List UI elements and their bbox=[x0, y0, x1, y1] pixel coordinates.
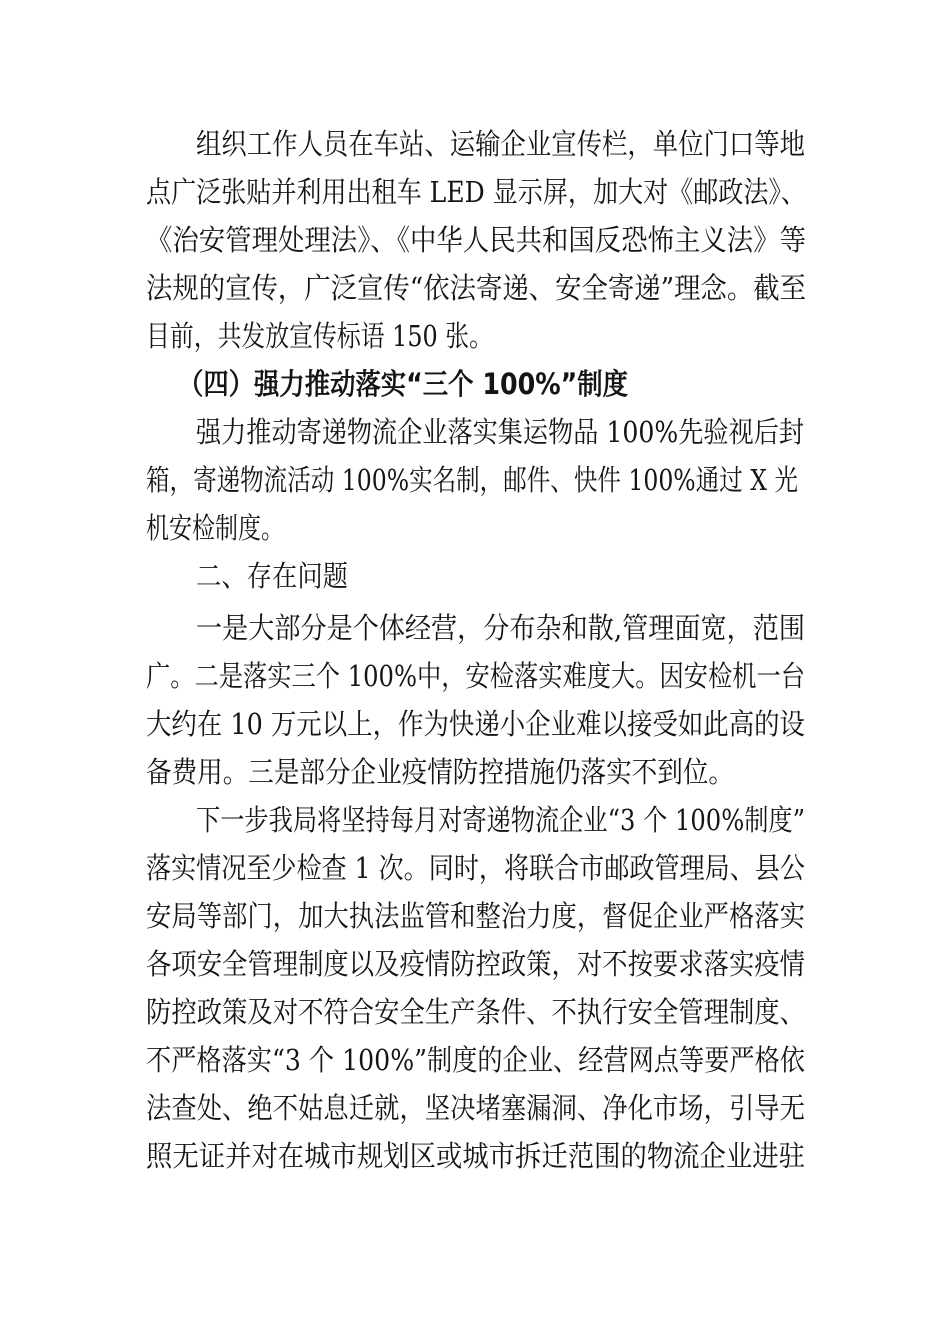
paragraph-text: 目前，共发放宣传标语 150 张。 bbox=[146, 319, 493, 353]
section-heading-line bbox=[0, 552, 950, 600]
paragraph-line bbox=[0, 652, 950, 700]
paragraph-text: 广。二是落实三个 100%中，安检落实难度大。因安检机一台 bbox=[146, 659, 805, 693]
paragraph-text: 备费用。三是部分企业疫情防控措施仍落实不到位。 bbox=[146, 755, 734, 789]
paragraph-text: 《治安管理处理法》、《中华人民共和国反恐怖主义法》等 bbox=[146, 223, 806, 257]
paragraph-text: 机安检制度。 bbox=[146, 511, 284, 545]
paragraph-line bbox=[0, 216, 950, 264]
paragraph-line bbox=[0, 168, 950, 216]
subsection-heading: （四）强力推动落实“三个 100%”制度 bbox=[178, 367, 628, 401]
paragraph-line bbox=[0, 892, 950, 940]
paragraph-text: 落实情况至少检查 1 次。同时，将联合市邮政管理局、县公 bbox=[146, 851, 805, 885]
paragraph-line bbox=[0, 844, 950, 892]
paragraph-text: 法规的宣传，广泛宣传“依法寄递、安全寄递”理念。截至 bbox=[146, 271, 806, 305]
paragraph-line bbox=[0, 408, 950, 456]
paragraph-line bbox=[0, 456, 950, 504]
paragraph-text: 下一步我局将坚持每月对寄递物流企业“3 个 100%制度” bbox=[196, 803, 805, 837]
paragraph-text: 一是大部分是个体经营，分布杂和散,管理面宽，范围 bbox=[196, 611, 805, 645]
paragraph-line bbox=[0, 700, 950, 748]
subsection-heading-line bbox=[0, 360, 950, 408]
paragraph-text: 点广泛张贴并利用出租车 LED 显示屏，加大对《邮政法》、 bbox=[146, 175, 806, 209]
paragraph-line bbox=[0, 1132, 950, 1180]
paragraph-text: 组织工作人员在车站、运输企业宣传栏，单位门口等地 bbox=[196, 127, 805, 161]
paragraph-line bbox=[0, 748, 950, 796]
paragraph-text: 照无证并对在城市规划区或城市拆迁范围的物流企业进驻 bbox=[146, 1139, 805, 1173]
paragraph-line bbox=[0, 120, 950, 168]
paragraph-text: 安局等部门，加大执法监管和整治力度，督促企业严格落实 bbox=[146, 899, 805, 933]
paragraph-line bbox=[0, 1084, 950, 1132]
paragraph-line bbox=[0, 604, 950, 652]
paragraph-text: 箱，寄递物流活动 100%实名制，邮件、快件 100%通过 X 光 bbox=[146, 463, 798, 497]
paragraph-text: 强力推动寄递物流企业落实集运物品 100%先验视后封 bbox=[196, 415, 804, 449]
paragraph-text: 各项安全管理制度以及疫情防控政策，对不按要求落实疫情 bbox=[146, 947, 805, 981]
section-heading: 二、存在问题 bbox=[196, 559, 348, 593]
paragraph-line bbox=[0, 940, 950, 988]
paragraph-line bbox=[0, 796, 950, 844]
paragraph-line bbox=[0, 504, 950, 552]
paragraph-line bbox=[0, 988, 950, 1036]
paragraph-text: 大约在 10 万元以上，作为快递小企业难以接受如此高的设 bbox=[146, 707, 805, 741]
paragraph-text: 不严格落实“3 个 100%”制度的企业、经营网点等要严格依 bbox=[146, 1043, 805, 1077]
paragraph-line bbox=[0, 312, 950, 360]
paragraph-text: 防控政策及对不符合安全生产条件、不执行安全管理制度、 bbox=[146, 995, 805, 1029]
paragraph-line bbox=[0, 264, 950, 312]
paragraph-text: 法查处、绝不姑息迁就，坚决堵塞漏洞、净化市场，引导无 bbox=[146, 1091, 805, 1125]
paragraph-line bbox=[0, 1036, 950, 1084]
